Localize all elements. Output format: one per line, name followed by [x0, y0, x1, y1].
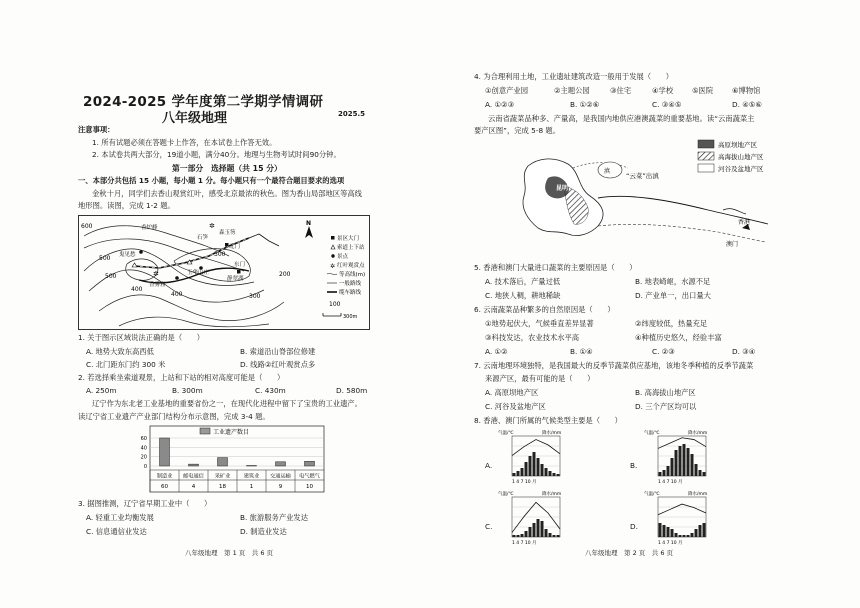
scenic-point-icon-2 — [199, 266, 203, 270]
legend-gate-label: 景区大门 — [337, 236, 360, 242]
climate-temp-axis-label: 气温/℃ — [644, 492, 660, 497]
red-leaf-star-icon-2: ✲ — [209, 222, 215, 230]
climate-rain-bar — [537, 519, 540, 537]
q7-stem: 7. 云南地理环境独特，是我国最大的反季节蔬菜供应基地，该地冬季种植的反季节蔬菜 — [474, 361, 754, 370]
chart-category-label: 电气燃气 — [299, 473, 320, 480]
dian-glyph: 滇 — [604, 168, 611, 175]
q6-option-b[interactable]: B. ①④ — [570, 347, 593, 356]
climate-month-label: 1 4 7 10 月 — [512, 541, 537, 546]
notice-heading: 注意事项： — [78, 125, 115, 134]
border-line — [598, 224, 766, 242]
map-label-shisong: 石笋 — [197, 235, 209, 241]
q6-option-a[interactable]: A. ①② — [485, 347, 508, 356]
q5-stem: 5. 香港和澳门大量进口蔬菜的主要原因是（ ） — [474, 263, 637, 272]
notice-line-1: 1. 所有试题必须在答题卡上作答，在本试卷上作答无效。 — [92, 138, 277, 147]
climate-rain-bar — [557, 474, 560, 476]
climate-rain-bar — [529, 527, 532, 537]
q6-option-c[interactable]: C. ②③ — [652, 347, 675, 356]
q5-option-a[interactable]: A. 技术落后，产量过低 — [485, 277, 561, 286]
chart-value-label: 60 — [161, 484, 168, 490]
yunnan-vegetable-map — [498, 138, 788, 263]
climate-chart-d — [644, 489, 720, 547]
q2-option-b[interactable]: B. 300m — [172, 386, 203, 395]
yunnan-outline — [523, 159, 603, 236]
q3-option-c[interactable]: C. 信息通信业发达 — [86, 527, 147, 536]
chart-value-label: 1 — [249, 484, 254, 490]
q6-choice-2: ②纬度较低，热量充足 — [635, 319, 708, 328]
chart-category-label: 交通运输 — [270, 473, 291, 480]
q3-option-d[interactable]: D. 制造业发达 — [240, 527, 287, 536]
climate-rain-bar — [521, 468, 524, 476]
q4-option-a[interactable]: A. ①②③ — [485, 100, 515, 109]
climate-rain-bar — [533, 523, 536, 537]
q7-option-d[interactable]: D. 三个产区均可以 — [635, 402, 697, 411]
climate-rain-bar — [545, 529, 548, 537]
climate-temp-line — [658, 438, 706, 449]
route-1 — [249, 234, 279, 246]
contour-label-400-b: 400 — [171, 291, 183, 298]
red-leaf-star-icon: ✲ — [153, 270, 159, 278]
passage1-line-2: 地形图。读图，完成 1-2 题。 — [78, 201, 175, 210]
legend-valley-swatch — [698, 164, 714, 172]
chart-category-label: 采矿业 — [214, 473, 231, 480]
map-label-jingcui: 静翠湖 — [227, 276, 244, 282]
climate-rain-bar — [703, 472, 706, 476]
climate-rain-bar — [525, 531, 528, 537]
passage1-line-1: 金秋十月，同学们去香山观赏红叶，感受北京最浓的秋色。图为香山局部地区等高线 — [92, 189, 362, 198]
climate-chart-b-svg — [644, 428, 720, 486]
q4-choice-1: ①创意产业园 — [485, 86, 529, 95]
page-1-footer: 八年级地理 第 1 页 共 6 页 — [185, 549, 274, 557]
climate-month-label: 1 4 7 10 月 — [658, 480, 683, 485]
chart-bar — [305, 461, 315, 466]
q3-option-a[interactable]: A. 轻重工业均衡发展 — [86, 513, 154, 522]
contour-label-200: 200 — [279, 271, 291, 278]
q1-stem: 1. 关于图示区域说法正确的是（ ） — [78, 333, 205, 342]
contour-label-500: 500 — [99, 255, 111, 262]
page-2 — [430, 0, 860, 608]
passage3-line-2: 要产区图”，完成 5-8 题。 — [474, 126, 561, 135]
q1-option-c[interactable]: C. 北门距东门约 300 米 — [86, 360, 166, 369]
climate-rain-bar — [683, 444, 686, 476]
q5-option-c[interactable]: C. 地狭人稠，耕地稀缺 — [485, 291, 561, 300]
climate-rain-bar — [699, 470, 702, 476]
chart-bar — [160, 438, 170, 466]
q8-option-b[interactable]: B. — [630, 461, 638, 470]
q1-option-d[interactable]: D. 线路②红叶观赏点多 — [240, 360, 316, 369]
climate-rain-bar — [687, 448, 690, 476]
climate-rain-bar — [675, 450, 678, 476]
q4-choice-3: ③住宅 — [610, 86, 632, 95]
legend-mountain-label: 高海拔山地产区 — [718, 153, 764, 161]
climate-rain-bar — [671, 458, 674, 476]
climate-chart-c — [498, 489, 574, 547]
map-label-shisanling: 玉华山庄 — [187, 270, 210, 276]
climate-chart-a — [498, 428, 574, 486]
climate-rain-bar — [529, 456, 532, 476]
chart-y-tick: 40 — [140, 445, 147, 452]
q8-option-a[interactable]: A. — [485, 461, 493, 470]
climate-rain-bar — [549, 471, 552, 476]
q4-choice-2: ②主题公园 — [554, 86, 590, 95]
q4-stem: 4. 为合理利用土地，工业遗址建筑改造一般用于发展（ ） — [474, 72, 673, 81]
climate-chart-b — [644, 428, 720, 486]
q7-option-b[interactable]: B. 高海拔山地产区 — [635, 388, 696, 397]
climate-temp-axis-label: 气温/℃ — [498, 492, 514, 497]
chart-category-label: 建筑业 — [243, 473, 260, 480]
exam-date: 2025.5 — [338, 110, 366, 118]
legend-valley-label: 河谷及盆地产区 — [718, 165, 764, 173]
climate-precip-axis-label: 降水/mm — [542, 431, 562, 436]
climate-precip-axis-label: 降水/mm — [688, 492, 708, 497]
q7-option-c[interactable]: C. 河谷及盆地产区 — [485, 402, 546, 411]
q2-option-d[interactable]: D. 580m — [336, 386, 368, 395]
climate-rain-bar — [687, 535, 690, 537]
gate-east-icon — [237, 270, 241, 274]
climate-rain-bar — [513, 473, 516, 476]
yunnan-map-graphic — [498, 138, 788, 263]
legend-contour-label: 等高线(m) — [339, 272, 366, 278]
q2-stem: 2. 若选择乘坐索道观景，上站和下站的相对高度可能是（ ） — [78, 373, 285, 382]
chart-category-label: 制造业 — [156, 473, 173, 480]
q4-option-c[interactable]: C. ③④⑤ — [652, 100, 682, 109]
q4-choice-4: ④学校 — [652, 86, 674, 95]
q2-option-a[interactable]: A. 250m — [86, 386, 117, 395]
chart-bar — [189, 464, 199, 466]
part1-heading: 第一部分 选择题（共 15 分） — [172, 164, 282, 173]
legend-cable-label: 缆车路线 — [339, 290, 362, 296]
climate-rain-bar — [695, 464, 698, 476]
scenic-point-icon — [139, 250, 143, 254]
climate-rain-bar — [525, 462, 528, 476]
chart-value-label: 18 — [219, 484, 226, 490]
climate-precip-axis-label: 降水/mm — [542, 492, 562, 497]
passage2-line-1: 辽宁作为东北老工业基地的重要省份之一，在现代化进程中留下了宝贵的工业遗产。 — [92, 399, 362, 408]
map-label-xiangshan: 香雾窟 — [149, 282, 166, 288]
climate-temp-axis-label: 气温/℃ — [498, 431, 514, 436]
contour-label-600: 600 — [81, 223, 93, 230]
legend-cable-station-icon — [331, 245, 335, 249]
chart-value-label: 4 — [191, 484, 196, 490]
climate-rain-bar — [553, 535, 556, 537]
climate-rain-bar — [695, 529, 698, 537]
contour-label-400: 400 — [131, 286, 143, 293]
climate-chart-a-svg — [498, 428, 574, 486]
north-label: N — [306, 220, 312, 227]
exam-title: 2024-2025 学年度第二学期学情调研 — [83, 94, 324, 110]
chart-legend-swatch — [200, 428, 210, 434]
north-arrow-icon — [305, 226, 313, 238]
macau-label: 澳门 — [726, 241, 739, 248]
climate-precip-axis-label: 降水/mm — [688, 431, 708, 436]
climate-rain-bar — [541, 521, 544, 537]
legend-road-label: 一般路线 — [339, 281, 362, 287]
map-label-lvfan: 森玉笏 — [219, 230, 236, 236]
climate-rain-bar — [663, 525, 666, 537]
q4-option-d[interactable]: D. ④⑤⑥ — [732, 100, 762, 109]
q8-option-d[interactable]: D. — [630, 522, 638, 531]
contour-label-500-b: 500 — [105, 273, 117, 280]
contour-map-graphic — [79, 216, 369, 329]
q7-stem-2: 来源产区，最有可能的是（ ） — [485, 374, 595, 383]
legend-star-label: 红叶观赏点 — [337, 263, 365, 269]
cable-station-lower-icon — [132, 263, 137, 267]
q6-choice-3: ③科技发达，农业技术水平高 — [485, 333, 580, 342]
legend-plateau-label: 高原坝地产区 — [718, 141, 757, 149]
map-label-beimen: 北门 — [229, 244, 241, 250]
chart-y-tick: 0 — [143, 464, 147, 470]
chart-value-label: 9 — [278, 484, 283, 490]
industry-heritage-chart — [128, 424, 328, 494]
q8-stem: 8. 香港、澳门所属的气候类型主要是（ ） — [474, 416, 622, 425]
climate-rain-bar — [679, 446, 682, 476]
hongkong-label: 香港 — [738, 219, 751, 226]
contour-label-100: 100 — [329, 301, 341, 308]
q4-choice-5: ⑤医院 — [692, 86, 714, 95]
climate-rain-bar — [691, 454, 694, 476]
climate-temp-line — [658, 504, 706, 515]
q5-option-b[interactable]: B. 地表崎岖，水源不足 — [635, 277, 711, 286]
climate-rain-bar — [675, 533, 678, 537]
climate-rain-bar — [517, 471, 520, 476]
climate-rain-bar — [659, 523, 662, 537]
climate-rain-bar — [703, 523, 706, 537]
chart-bar — [218, 458, 228, 466]
q3-option-b[interactable]: B. 旅游服务产业发达 — [240, 513, 309, 522]
q4-option-b[interactable]: B. ①②⑥ — [570, 100, 600, 109]
q5-option-d[interactable]: D. 产业单一，出口量大 — [635, 291, 711, 300]
q6-stem: 6. 云南蔬菜品种繁多的自然原因是（ ） — [474, 305, 615, 314]
legend-scenic-icon — [331, 254, 334, 257]
passage3-line-1: 云南省蔬菜品种多、产量高，是我国内地供应港澳蔬菜的重要基地。读“云南蔬菜主 — [488, 114, 755, 123]
q6-option-d[interactable]: D. ③④ — [732, 347, 756, 356]
climate-month-label: 1 4 7 10 月 — [512, 480, 537, 485]
legend-cable-station-label: 索道上下站 — [337, 245, 365, 251]
legend-contour-icon — [327, 273, 337, 274]
notice-line-2: 2. 本试卷共两大部分，19道小题，满分40分。地理与生物考试时间90分钟。 — [92, 150, 341, 159]
exam-subject: 八年级地理 — [162, 111, 228, 126]
contour-map — [78, 215, 370, 330]
q2-option-c[interactable]: C. 430m — [255, 386, 286, 395]
q3-stem: 3. 据图推测，辽宁省早期工业中（ ） — [78, 499, 212, 508]
map-label-donggong: 东门 — [234, 262, 246, 268]
gate-north-icon — [225, 243, 229, 247]
climate-temp-line — [512, 440, 560, 456]
map-label-xianglu: 香炉峰 — [141, 225, 158, 231]
contour-label-300-b: 300 — [214, 251, 226, 258]
climate-rain-bar — [545, 468, 548, 476]
climate-rain-bar — [553, 473, 556, 476]
contour-label-300: 300 — [249, 293, 261, 300]
climate-rain-bar — [671, 529, 674, 537]
scenic-point-icon-3 — [175, 276, 179, 280]
climate-rain-bar — [679, 535, 682, 537]
q1-option-a[interactable]: A. 地势大致东高西低 — [86, 347, 154, 356]
climate-chart-d-svg — [644, 489, 720, 547]
q7-option-a[interactable]: A. 高原坝地产区 — [485, 388, 539, 397]
climate-rain-bar — [537, 458, 540, 476]
climate-rain-bar — [517, 535, 520, 537]
climate-rain-bar — [521, 534, 524, 537]
chart-legend-label: 工业遗产数目 — [213, 429, 250, 436]
climate-rain-bar — [557, 535, 560, 537]
climate-rain-bar — [699, 525, 702, 537]
climate-rain-bar — [513, 535, 516, 537]
q6-choice-1: ①地势起伏大，气候垂直差异显著 — [485, 319, 594, 328]
climate-rain-bar — [659, 472, 662, 476]
scale-label: 300m — [343, 314, 358, 320]
climate-rain-bar — [549, 533, 552, 537]
climate-rain-bar — [533, 452, 536, 476]
page-2-footer: 八年级地理 第 2 页 共 6 页 — [585, 549, 674, 557]
chart-bar — [276, 462, 286, 466]
q4-choice-6: ⑥博物馆 — [732, 86, 761, 95]
legend-scenic-label: 景点 — [337, 254, 349, 260]
section-intro: 一、本部分共包括 15 小题，每小题 1 分。每小题只有一个最符合题目要求的选项 — [78, 176, 345, 185]
yuncai-label: “云菜”出滇 — [626, 172, 659, 180]
climate-rain-bar — [667, 527, 670, 537]
climate-rain-bar — [691, 533, 694, 537]
map-label-ghost: 鬼见愁 — [119, 252, 136, 258]
coast-line — [723, 209, 746, 214]
passage2-line-2: 读辽宁省工业遗产产业部门结构分布示意图，完成 3-4 题。 — [78, 412, 270, 421]
kunming-label: 昆明 — [556, 185, 569, 192]
chart-y-tick: 20 — [140, 454, 147, 461]
legend-plateau-swatch — [698, 140, 714, 148]
climate-rain-bar — [667, 466, 670, 476]
climate-chart-c-svg — [498, 489, 574, 547]
chart-value-label: 10 — [306, 484, 313, 490]
climate-rain-bar — [663, 470, 666, 476]
q6-choice-4: ④种植历史悠久，经验丰富 — [635, 333, 722, 342]
legend-mountain-swatch — [698, 152, 714, 160]
climate-month-label: 1 4 7 10 月 — [658, 541, 683, 546]
climate-rain-bar — [683, 535, 686, 537]
industry-heritage-chart-svg — [128, 424, 328, 494]
climate-rain-bar — [541, 464, 544, 476]
climate-temp-axis-label: 气温/℃ — [644, 431, 660, 436]
legend-star-icon: ✲ — [330, 263, 336, 270]
q1-option-b[interactable]: B. 索道沿山脊部位修建 — [240, 347, 316, 356]
chart-y-tick: 60 — [140, 436, 147, 442]
q8-option-c[interactable]: C. — [485, 522, 493, 531]
legend-gate-icon — [331, 236, 335, 240]
chart-category-label: 邮电通信 — [183, 473, 204, 480]
